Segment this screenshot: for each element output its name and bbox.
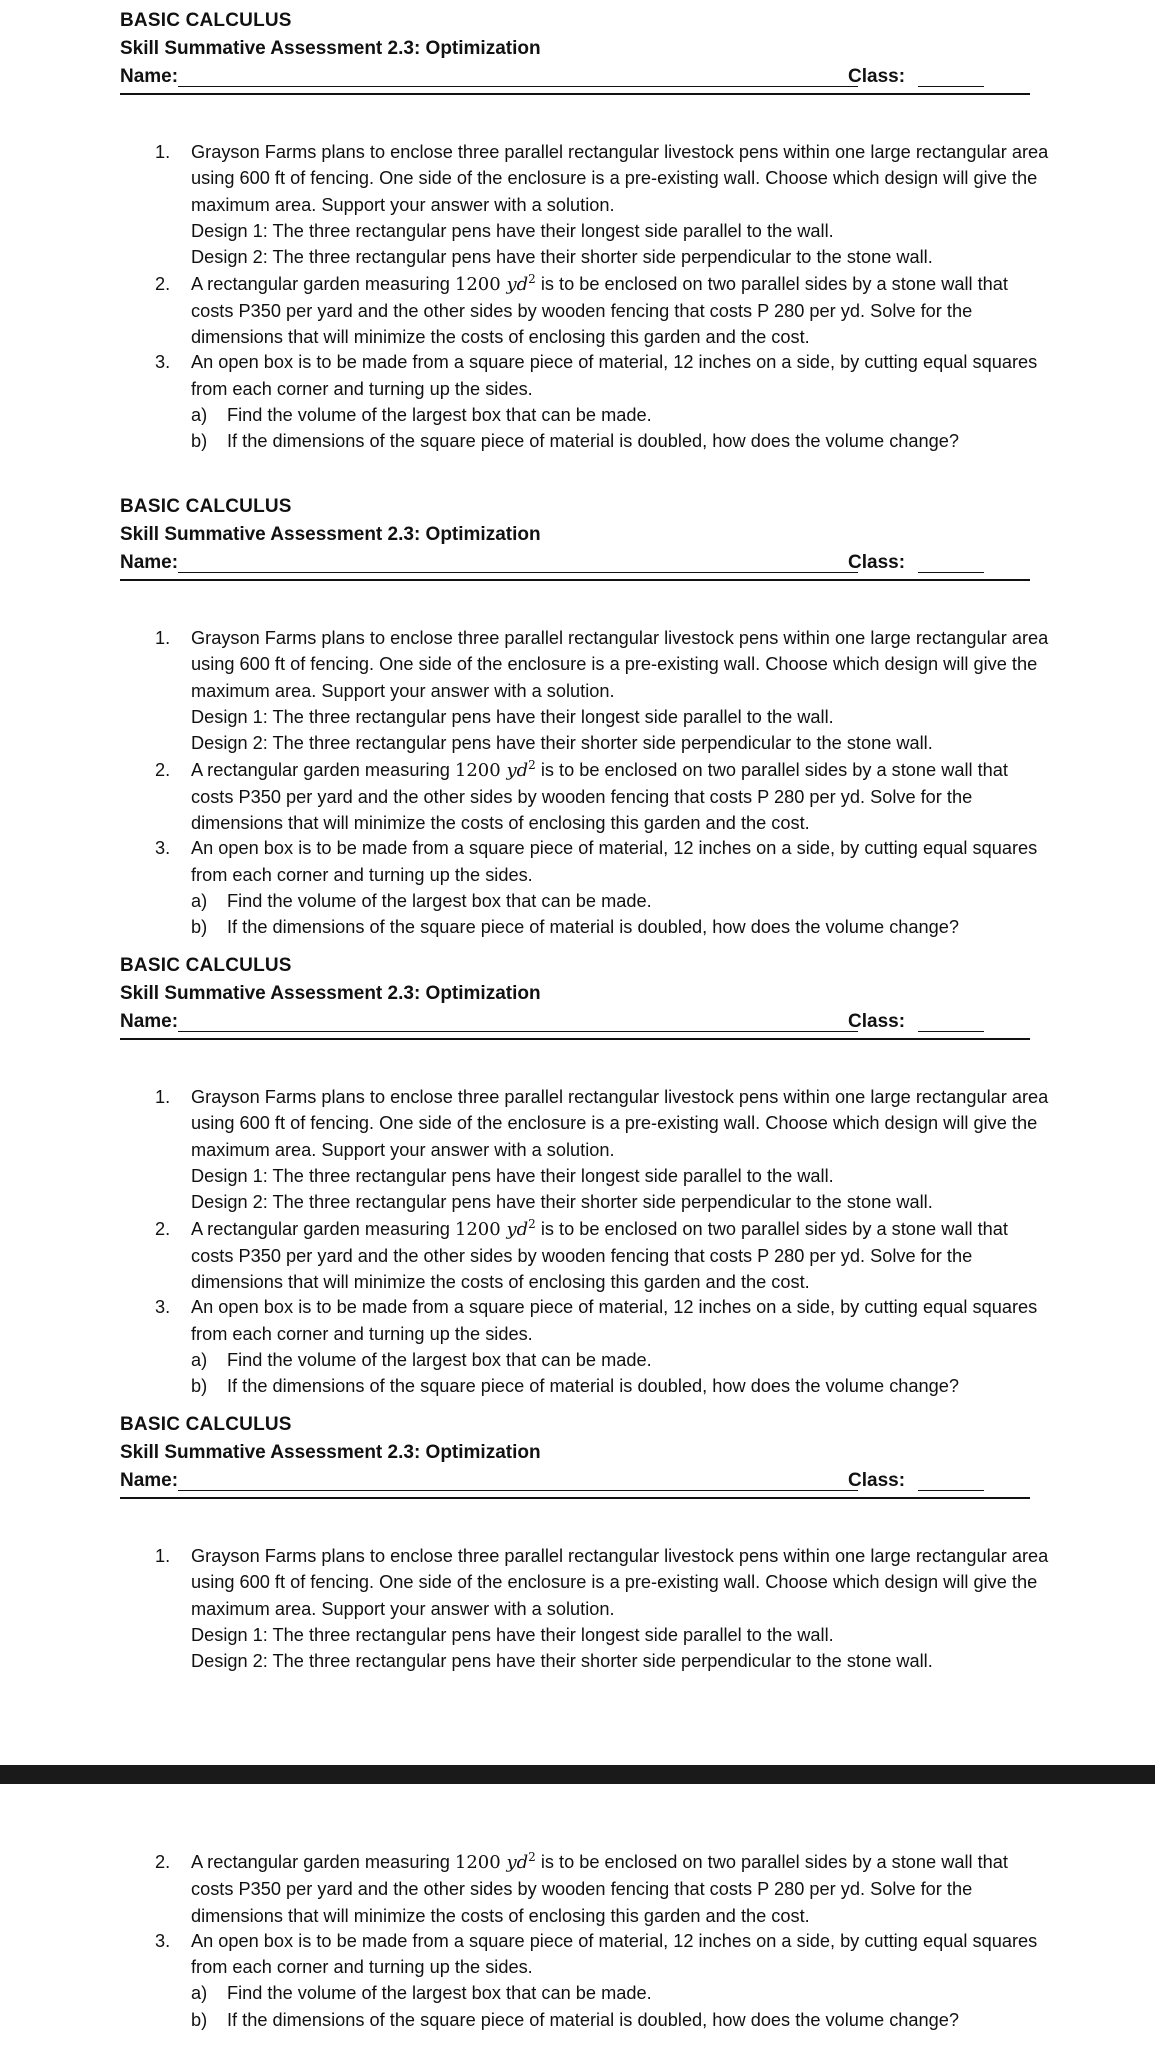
sub-text: Find the volume of the largest box that can be made.	[227, 404, 652, 425]
problem-text	[191, 757, 1051, 837]
name-class-line	[120, 1011, 1030, 1037]
problem-number: 2.	[155, 759, 171, 780]
text-line: maximum area. Support your answer with a solution.	[191, 680, 615, 701]
text-line: costs P350 per yard and the other sides by wooden fencing that costs P 280 per yd. Solve for the	[191, 1879, 973, 1900]
sub-label: a)	[191, 890, 208, 911]
text-line: dimensions that will minimize the costs of enclosing this garden and the cost.	[191, 1272, 810, 1293]
math-exponent: 2	[528, 1216, 536, 1231]
name-blank	[178, 572, 858, 573]
text-line: costs P350 per yard and the other sides by wooden fencing that costs P 280 per yd. Solve for the	[191, 300, 973, 321]
name-label: Name:	[120, 1011, 179, 1032]
text-line: dimensions that will minimize the costs of enclosing this garden and the cost.	[191, 813, 810, 834]
header-rule	[120, 1038, 1030, 1040]
sub-text: Find the volume of the largest box that can be made.	[227, 890, 652, 911]
text-line	[191, 1849, 1051, 1876]
text-line: maximum area. Support your answer with a solution.	[191, 1598, 615, 1619]
math-number: 1200	[454, 1218, 501, 1240]
sub-text: Find the volume of the largest box that can be made.	[227, 1349, 652, 1370]
class-blank	[918, 1031, 984, 1032]
problem-number: 1.	[155, 1087, 171, 1107]
design-2-text: Design 2: The three rectangular pens have their shorter side perpendicular to the stone wall.	[191, 247, 933, 268]
text-line: dimensions that will minimize the costs of enclosing this garden and the cost.	[191, 1905, 810, 1926]
problem-text	[191, 1294, 1051, 1347]
text-segment: is to be enclosed on two parallel sides by a stone wall that	[540, 273, 1008, 294]
text-line: costs P350 per yard and the other sides by wooden fencing that costs P 280 per yd. Solve for the	[191, 1245, 973, 1266]
problem-number: 3.	[155, 352, 171, 373]
problem-number: 2.	[155, 1852, 171, 1872]
text-line: using 600 ft of fencing. One side of the enclosure is a pre-existing wall. Choose which design will give the	[191, 1113, 1038, 1134]
text-line: using 600 ft of fencing. One side of the enclosure is a pre-existing wall. Choose which design will give the	[191, 654, 1038, 675]
design-1-text: Design 1: The three rectangular pens have their longest side parallel to the wall.	[191, 1624, 834, 1645]
text-line: An open box is to be made from a square piece of material, 12 inches on a side, by cutting equal squares	[191, 352, 1038, 373]
math-unit: yd	[506, 759, 529, 781]
text-segment: is to be enclosed on two parallel sides by a stone wall that	[540, 1852, 1008, 1872]
text-line: using 600 ft of fencing. One side of the enclosure is a pre-existing wall. Choose which design will give the	[191, 168, 1038, 189]
course-title: BASIC CALCULUS	[120, 496, 292, 517]
problem-number: 1.	[155, 142, 171, 162]
assessment-title: Skill Summative Assessment 2.3: Optimization	[120, 983, 541, 1004]
text-line	[191, 1216, 1051, 1243]
problem-number: 2.	[155, 273, 171, 294]
math-number: 1200	[454, 273, 501, 295]
problem-number: 2.	[155, 1218, 171, 1239]
math-unit: yd	[506, 1218, 529, 1240]
text-line: Grayson Farms plans to enclose three parallel rectangular livestock pens within one large rectangular area	[191, 1087, 1049, 1107]
math-number: 1200	[454, 759, 501, 781]
name-blank	[178, 1031, 858, 1032]
text-line: An open box is to be made from a square piece of material, 12 inches on a side, by cutting equal squares	[191, 1930, 1038, 1951]
problem-text	[191, 1849, 1051, 1929]
name-class-line	[120, 1470, 1030, 1496]
text-segment: A rectangular garden measuring	[191, 1218, 450, 1239]
sub-label: a)	[191, 404, 208, 425]
problem-text	[191, 1543, 1051, 1674]
sub-text: Find the volume of the largest box that can be made.	[227, 1983, 652, 2004]
sub-label: b)	[191, 431, 208, 452]
design-1-text: Design 1: The three rectangular pens have their longest side parallel to the wall.	[191, 220, 834, 241]
text-segment: A rectangular garden measuring	[191, 273, 450, 294]
class-blank	[918, 1490, 984, 1491]
problem-text	[191, 349, 1051, 402]
area-math	[454, 757, 536, 781]
math-exponent: 2	[528, 1850, 536, 1864]
problem-text	[191, 1928, 1051, 1981]
class-label: Class:	[848, 1011, 906, 1032]
area-math	[454, 1216, 536, 1240]
text-line: maximum area. Support your answer with a solution.	[191, 1139, 615, 1160]
class-label: Class:	[848, 1470, 906, 1491]
problem-text	[191, 625, 1051, 756]
design-1-text: Design 1: The three rectangular pens have their longest side parallel to the wall.	[191, 706, 834, 727]
class-label: Class:	[848, 552, 906, 573]
problem-number: 3.	[155, 1930, 171, 1951]
problem-number: 3.	[155, 1297, 171, 1318]
name-blank	[178, 1490, 858, 1491]
problem-text	[191, 271, 1051, 351]
sub-text: If the dimensions of the square piece of material is doubled, how does the volume change?	[227, 1376, 959, 1397]
text-segment: is to be enclosed on two parallel sides by a stone wall that	[540, 759, 1008, 780]
assessment-title: Skill Summative Assessment 2.3: Optimization	[120, 1442, 541, 1463]
sub-text: If the dimensions of the square piece of material is doubled, how does the volume change?	[227, 917, 959, 938]
design-2-text: Design 2: The three rectangular pens have their shorter side perpendicular to the stone wall.	[191, 1192, 933, 1213]
name-label: Name:	[120, 552, 179, 573]
text-line: Grayson Farms plans to enclose three parallel rectangular livestock pens within one large rectangular area	[191, 628, 1049, 648]
course-title: BASIC CALCULUS	[120, 1414, 292, 1435]
name-blank	[178, 86, 858, 87]
math-exponent: 2	[528, 271, 536, 286]
text-line: using 600 ft of fencing. One side of the enclosure is a pre-existing wall. Choose which design will give the	[191, 1572, 1038, 1593]
text-line: from each corner and turning up the sides.	[191, 1957, 533, 1978]
text-line: An open box is to be made from a square piece of material, 12 inches on a side, by cutting equal squares	[191, 838, 1038, 859]
problem-text	[191, 1084, 1051, 1215]
text-segment: is to be enclosed on two parallel sides by a stone wall that	[540, 1218, 1008, 1239]
header-rule	[120, 579, 1030, 581]
sub-text: If the dimensions of the square piece of material is doubled, how does the volume change?	[227, 2009, 959, 2030]
text-line: Grayson Farms plans to enclose three parallel rectangular livestock pens within one large rectangular area	[191, 142, 1049, 162]
math-number: 1200	[454, 1852, 501, 1873]
text-segment: A rectangular garden measuring	[191, 1852, 450, 1872]
text-line: from each corner and turning up the sides.	[191, 864, 533, 885]
class-blank	[918, 572, 984, 573]
problem-text	[191, 1216, 1051, 1296]
sub-label: b)	[191, 2009, 208, 2030]
text-line	[191, 271, 1051, 298]
sub-label: a)	[191, 1349, 208, 1370]
text-line: dimensions that will minimize the costs of enclosing this garden and the cost.	[191, 327, 810, 348]
course-title: BASIC CALCULUS	[120, 10, 292, 31]
assessment-title: Skill Summative Assessment 2.3: Optimization	[120, 524, 541, 545]
name-class-line	[120, 66, 1030, 92]
text-line: Grayson Farms plans to enclose three parallel rectangular livestock pens within one large rectangular area	[191, 1546, 1049, 1566]
math-unit: yd	[506, 273, 529, 295]
name-label: Name:	[120, 66, 179, 87]
design-2-text: Design 2: The three rectangular pens have their shorter side perpendicular to the stone wall.	[191, 1651, 933, 1672]
header-rule	[120, 93, 1030, 95]
text-segment: A rectangular garden measuring	[191, 759, 450, 780]
text-line: from each corner and turning up the sides.	[191, 378, 533, 399]
sub-text: If the dimensions of the square piece of material is doubled, how does the volume change?	[227, 431, 959, 452]
math-exponent: 2	[528, 757, 536, 772]
area-math	[454, 271, 536, 295]
header-rule	[120, 1497, 1030, 1499]
text-line: An open box is to be made from a square piece of material, 12 inches on a side, by cutting equal squares	[191, 1297, 1038, 1318]
design-1-text: Design 1: The three rectangular pens have their longest side parallel to the wall.	[191, 1165, 834, 1186]
design-2-text: Design 2: The three rectangular pens have their shorter side perpendicular to the stone wall.	[191, 733, 933, 754]
problem-number: 1.	[155, 1546, 171, 1566]
name-class-line	[120, 552, 1030, 578]
problem-text	[191, 835, 1051, 888]
sub-label: b)	[191, 1376, 208, 1397]
problem-number: 1.	[155, 628, 171, 648]
sub-label: a)	[191, 1983, 208, 2004]
text-line: costs P350 per yard and the other sides by wooden fencing that costs P 280 per yd. Solve for the	[191, 786, 973, 807]
class-label: Class:	[848, 66, 906, 87]
math-unit: yd	[506, 1852, 529, 1873]
sub-label: b)	[191, 917, 208, 938]
class-blank	[918, 86, 984, 87]
area-math	[455, 1852, 536, 1873]
text-line: maximum area. Support your answer with a solution.	[191, 194, 615, 215]
text-line	[191, 757, 1051, 784]
problem-text	[191, 139, 1051, 270]
problem-number: 3.	[155, 838, 171, 859]
text-line: from each corner and turning up the sides.	[191, 1323, 533, 1344]
page-break-bar	[0, 1765, 1155, 1784]
course-title: BASIC CALCULUS	[120, 955, 292, 976]
assessment-title: Skill Summative Assessment 2.3: Optimization	[120, 38, 541, 59]
name-label: Name:	[120, 1470, 179, 1491]
